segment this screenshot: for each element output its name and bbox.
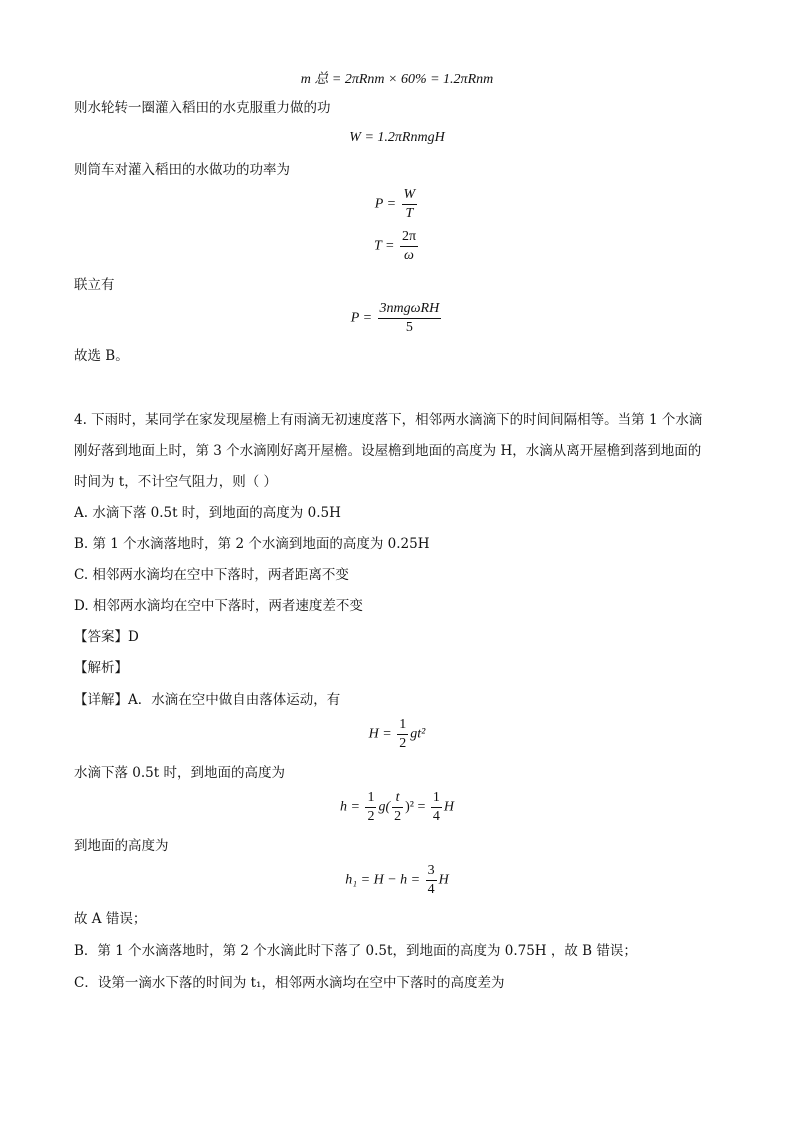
question-stem: 时间为 t，不计空气阻力，则（ ）: [74, 474, 278, 490]
fraction: [400, 228, 418, 265]
fraction: [426, 862, 437, 899]
denominator: 4: [427, 882, 435, 897]
text-line: B．第 1 个水滴落地时，第 2 个水滴此时下落了 0.5t，到地面的高度为 0.75H ，故 B 错误；: [74, 943, 637, 959]
eq-mid: g(: [378, 799, 391, 815]
text-line: 到地面的高度为: [74, 838, 169, 854]
eq-rhs: H: [438, 872, 449, 888]
numerator: t: [392, 789, 403, 808]
analysis-label: 【解析】: [74, 660, 128, 676]
denominator: 2: [367, 809, 375, 824]
equation-work: W = 1.2πRnmgH: [349, 130, 445, 145]
equation-power-result: [0, 300, 794, 337]
numerator: W: [402, 186, 418, 205]
fraction: [397, 716, 408, 753]
equation-free-fall: [0, 716, 794, 753]
option-b: B. 第 1 个水滴落地时，第 2 个水滴到地面的高度为 0.25H: [74, 536, 430, 552]
eq-lhs: P =: [350, 310, 373, 326]
fraction: [402, 186, 418, 223]
question-stem: 4. 下雨时，某同学在家发现屋檐上有雨滴无初速度落下，相邻两水滴滴下的时间间隔相等。当第 1 个水滴: [74, 412, 703, 428]
text-line: C．设第一滴水下落的时间为 t₁，相邻两水滴均在空中下落时的高度差为: [74, 975, 505, 991]
option-a: A. 水滴下落 0.5t 时，到地面的高度为 0.5H: [74, 505, 341, 521]
answer-label: 【答案】D: [74, 629, 139, 645]
denominator: 2: [399, 736, 407, 751]
denominator: 2: [394, 809, 402, 824]
equation-height: [0, 789, 794, 826]
text-line: 故 A 错误；: [74, 911, 147, 927]
equation-power: [0, 186, 794, 223]
numerator: 3nmgωRH: [378, 300, 442, 319]
eq-rhs: H: [443, 799, 454, 815]
numerator: 1: [397, 716, 408, 735]
denominator: ω: [404, 248, 414, 263]
option-c: C. 相邻两水滴均在空中下落时，两者距离不变: [74, 567, 349, 583]
text-line: 则水轮转一圈灌入稻田的水克服重力做的功: [74, 100, 331, 116]
equation-mass: m 总 = 2πRnm × 60% = 1.2πRnm: [300, 72, 494, 87]
eq-lhs: h₁ = H − h =: [345, 872, 421, 888]
equation-period: [0, 228, 794, 265]
detail-text: 【详解】A．水滴在空中做自由落体运动，有: [74, 692, 341, 708]
eq-lhs: P =: [374, 196, 397, 212]
eq-mid: )² =: [405, 799, 426, 815]
numerator: 2π: [400, 228, 418, 247]
numerator: 1: [431, 789, 442, 808]
option-d: D. 相邻两水滴均在空中下落时，两者速度差不变: [74, 598, 363, 614]
text-line: 故选 B。: [74, 348, 129, 364]
eq-lhs: T =: [373, 238, 395, 254]
equation-h1: [0, 862, 794, 899]
eq-rhs: gt²: [410, 726, 426, 742]
fraction: [392, 789, 403, 826]
fraction: [378, 300, 442, 337]
eq-lhs: H =: [368, 726, 392, 742]
text-line: 水滴下落 0.5t 时，到地面的高度为: [74, 765, 285, 781]
fraction: [365, 789, 376, 826]
numerator: 3: [426, 862, 437, 881]
text-line: 则筒车对灌入稻田的水做功的功率为: [74, 162, 290, 178]
numerator: 1: [365, 789, 376, 808]
denominator: 5: [405, 320, 413, 335]
denominator: 4: [432, 809, 440, 824]
text-line: 联立有: [74, 277, 115, 293]
fraction: [431, 789, 442, 826]
question-stem: 刚好落到地面上时，第 3 个水滴刚好离开屋檐。设屋檐到地面的高度为 H，水滴从离开屋檐到落到地面的: [74, 443, 702, 459]
eq-lhs: h =: [339, 799, 360, 815]
denominator: T: [405, 206, 414, 221]
